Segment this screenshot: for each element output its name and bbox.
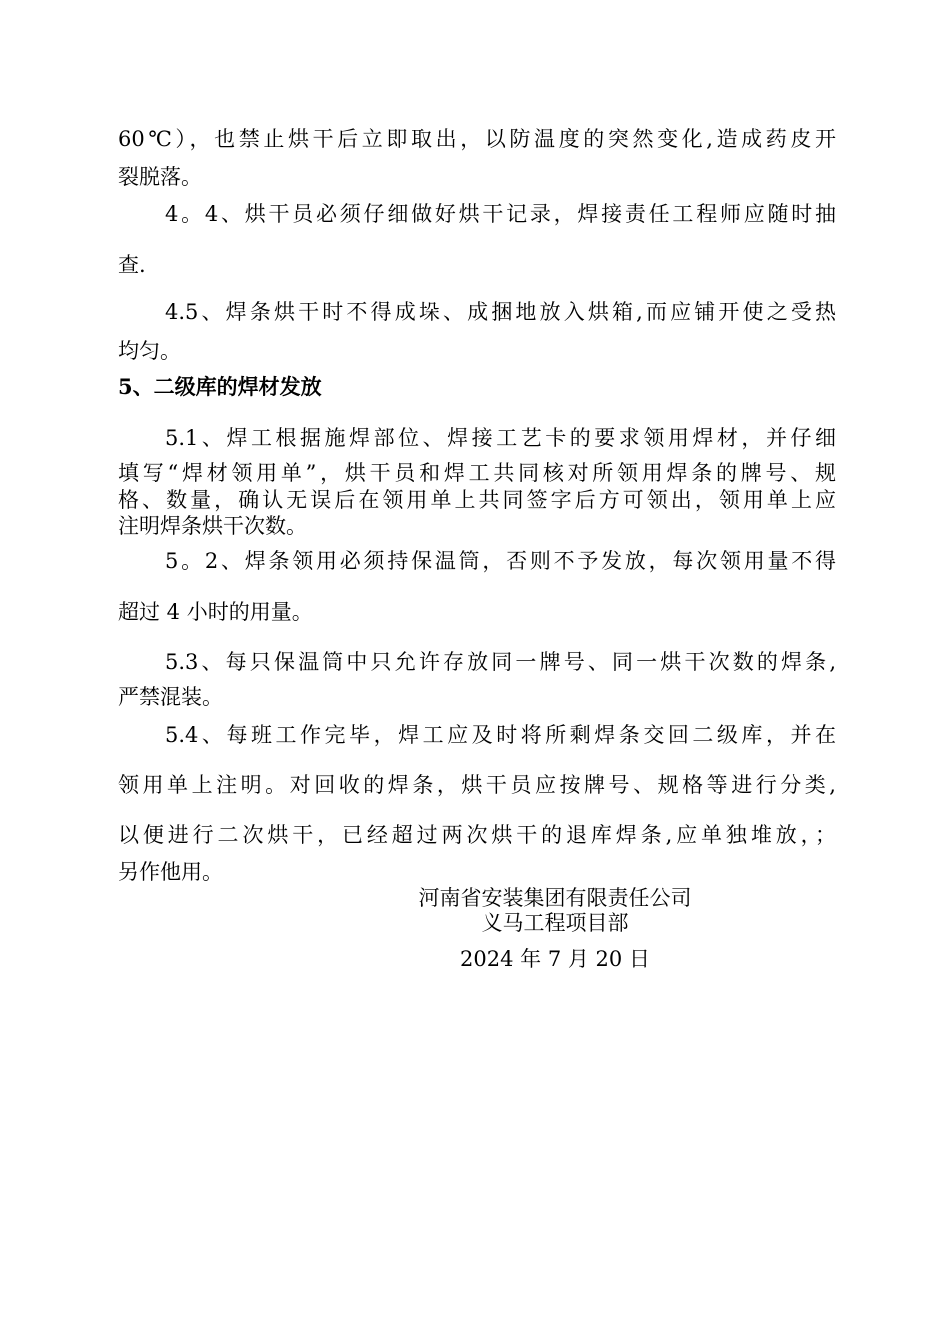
paragraph-4-5-line-2: 均匀。 bbox=[118, 339, 181, 363]
paragraph-5-4-line-3: 以便进行二次烘干，已经超过两次烘干的退库焊条,应单独堆放，； bbox=[118, 823, 836, 847]
section-5-heading: 5、二级库的焊材发放 bbox=[118, 374, 322, 399]
paragraph-5-4-line-4: 另作他用。 bbox=[118, 860, 223, 884]
paragraph-5-4-line-2: 领用单上注明。对回收的焊条，烘干员应按牌号、规格等进行分类, bbox=[118, 773, 836, 797]
signature-date: 2024 年 7 月 20 日 bbox=[460, 947, 650, 971]
paragraph-4-4-line-2: 查. bbox=[118, 253, 146, 277]
signature-company: 河南省安装集团有限责任公司 bbox=[418, 886, 692, 910]
paragraph-5-2-line-2: 超过 4 小时的用量。 bbox=[118, 600, 313, 624]
paragraph-5-1-line-4: 注明焊条烘干次数。 bbox=[118, 514, 307, 538]
signature-department: 义马工程项目部 bbox=[481, 911, 629, 935]
paragraph-5-3-line-2: 严禁混装。 bbox=[118, 685, 223, 709]
paragraph-4-4-line-1: 4。4、烘干员必须仔细做好烘干记录，焊接责任工程师应随时抽 bbox=[165, 202, 836, 226]
paragraph-5-3-line-1: 5.3、每只保温筒中只允许存放同一牌号、同一烘干次数的焊条, bbox=[165, 650, 836, 674]
paragraph-4-3-line-2: 裂脱落。 bbox=[118, 165, 202, 189]
paragraph-4-5-line-1: 4.5、焊条烘干时不得成垛、成捆地放入烘箱,而应铺开使之受热 bbox=[165, 300, 836, 324]
paragraph-5-4-line-1: 5.4、每班工作完毕，焊工应及时将所剩焊条交回二级库，并在 bbox=[165, 723, 836, 747]
paragraph-5-1-line-2: 填写“焊材领用单”，烘干员和焊工共同核对所领用焊条的牌号、规 bbox=[118, 461, 836, 485]
paragraph-5-2-line-1: 5。2、焊条领用必须持保温筒，否则不予发放，每次领用量不得 bbox=[165, 549, 836, 573]
paragraph-5-1-line-3: 格、数量，确认无误后在领用单上共同签字后方可领出，领用单上应 bbox=[118, 488, 836, 512]
paragraph-4-3-line-1: 60℃），也禁止烘干后立即取出，以防温度的突然变化,造成药皮开 bbox=[118, 127, 836, 151]
paragraph-5-1-line-1: 5.1、焊工根据施焊部位、焊接工艺卡的要求领用焊材，并仔细 bbox=[165, 426, 836, 450]
